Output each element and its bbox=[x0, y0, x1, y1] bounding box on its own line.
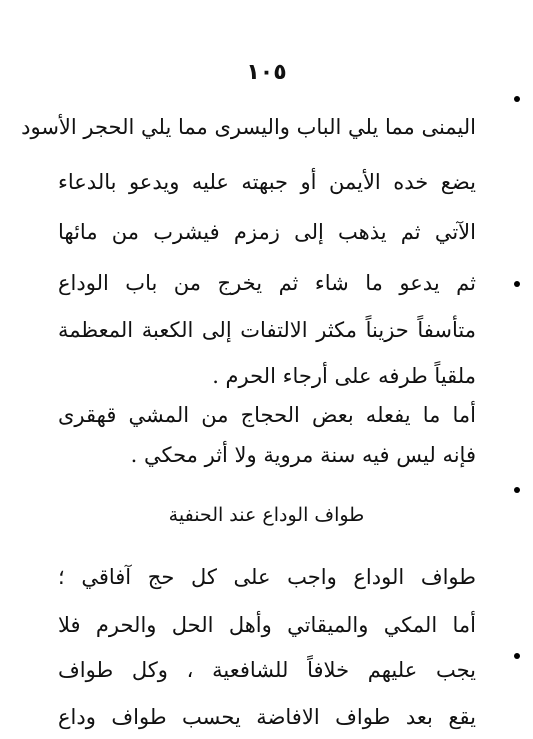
text-line: الآتي ثم يذهب إلى زمزم فيشرب من مائها bbox=[58, 220, 476, 244]
text-line: يضع خده الأيمن أو جبهته عليه ويدعو بالدعاء bbox=[58, 170, 476, 194]
binding-hole-mark bbox=[514, 96, 520, 102]
text-line: ثم يدعو ما شاء ثم يخرج من باب الوداع bbox=[58, 271, 476, 295]
text-line: أما المكي والميقاتي وأهل الحل والحرم فلا bbox=[58, 613, 476, 637]
text-line: فإنه ليس فيه سنة مروية ولا أثر محكي . bbox=[130, 443, 476, 467]
text-line: يجب عليهم خلافاً للشافعية ، وكل طواف bbox=[58, 658, 476, 682]
binding-hole-mark bbox=[514, 281, 520, 287]
text-line: طواف الوداع واجب على كل حج آفاقي ؛ bbox=[58, 565, 476, 589]
text-line: يقع بعد طواف الافاضة يحسب طواف وداع bbox=[58, 705, 476, 729]
binding-hole-mark bbox=[514, 487, 520, 493]
text-line: متأسفاً حزيناً مكثر الالتفات إلى الكعبة المعظمة bbox=[58, 318, 476, 342]
text-line: ملقياً طرفه على أرجاء الحرم . bbox=[212, 364, 476, 388]
text-line: اليمنى مما يلي الباب واليسرى مما يلي الحجر الأسود bbox=[21, 115, 476, 139]
binding-hole-mark bbox=[514, 653, 520, 659]
section-heading: طواف الوداع عند الحنفية bbox=[168, 504, 365, 526]
text-line: أما ما يفعله بعض الحجاج من المشي قهقرى bbox=[58, 403, 476, 427]
page-number: ١٠٥ bbox=[246, 60, 287, 85]
